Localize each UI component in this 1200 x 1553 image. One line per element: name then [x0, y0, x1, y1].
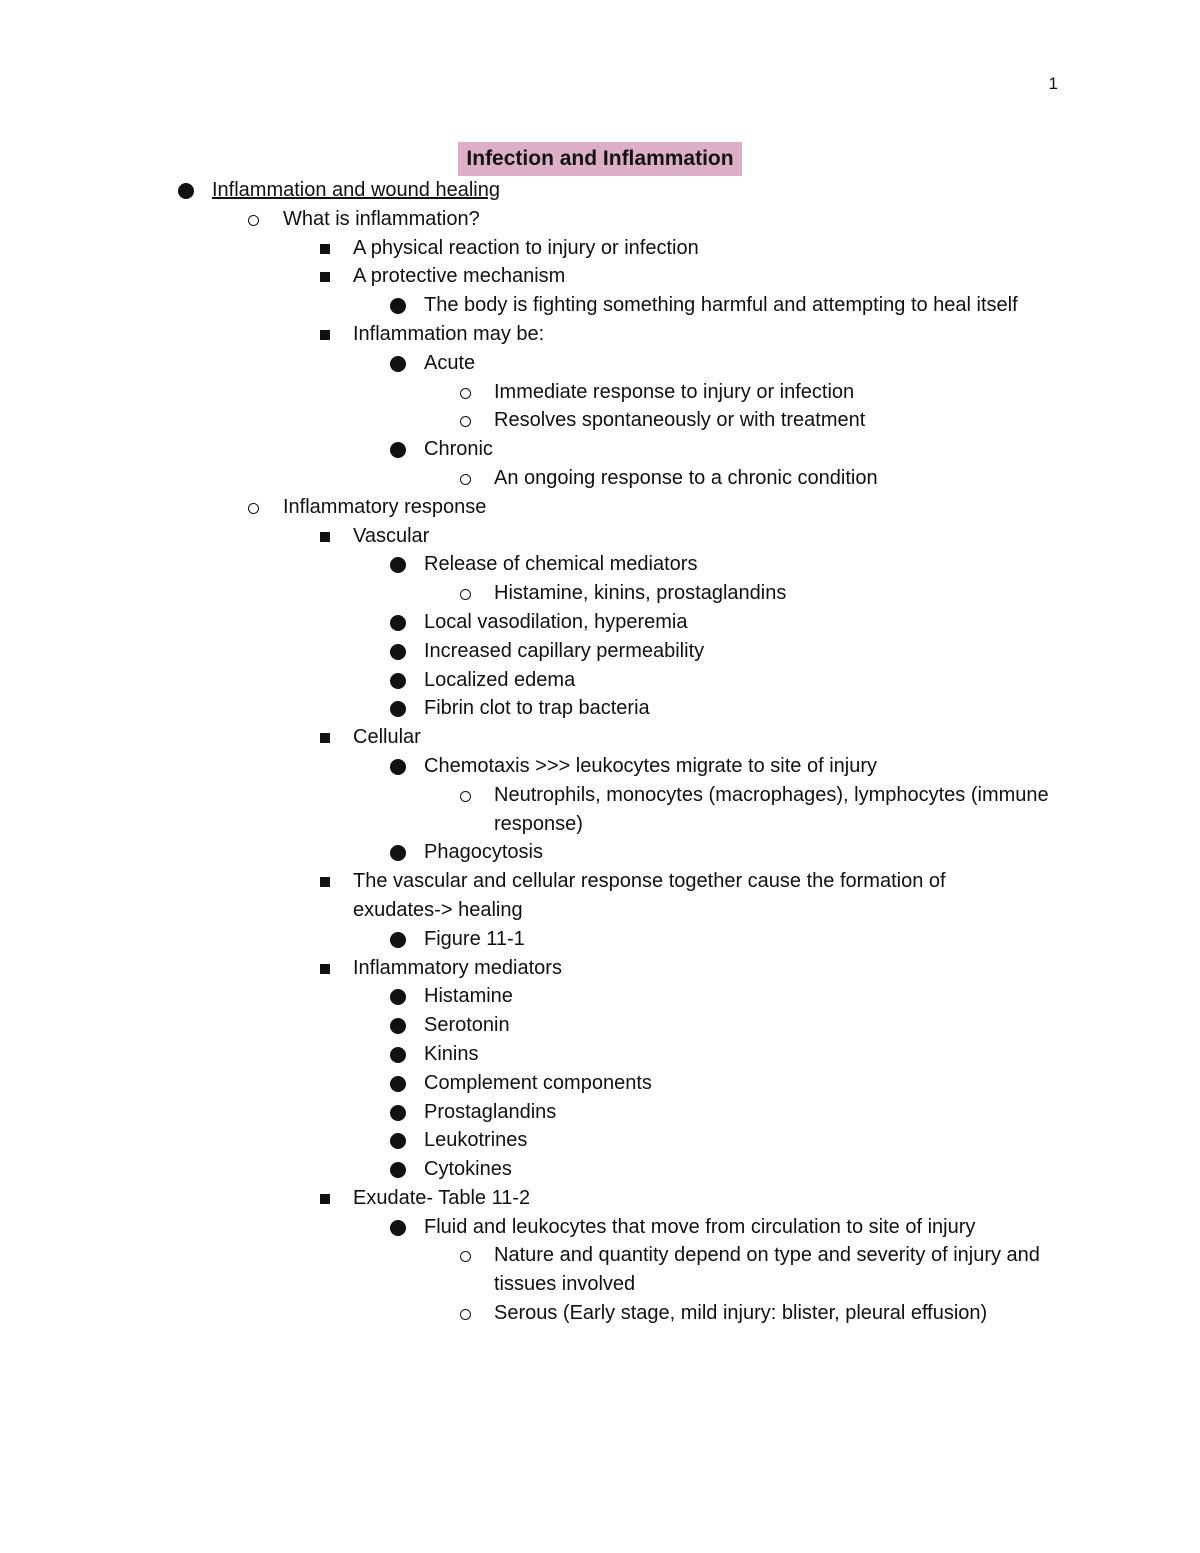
outline-item-text: A protective mechanism — [353, 265, 566, 288]
outline-item-text: Serotonin — [424, 1014, 510, 1037]
outline-item — [0, 291, 1200, 320]
outline-item-text: Acute — [424, 351, 476, 374]
outline-item — [0, 522, 1200, 551]
outline-item-text: Nature and quantity depend on type and severity of injury and tissues involved — [494, 1244, 1046, 1296]
page-number: 1 — [1048, 74, 1058, 93]
outline-item-text: Chronic — [424, 438, 493, 461]
outline-item-text: Complement components — [424, 1071, 652, 1094]
outline-item — [0, 781, 1200, 839]
outline-item — [0, 1184, 1200, 1213]
outline-item — [0, 752, 1200, 781]
outline-item — [0, 867, 1200, 925]
outline-item-text: Inflammation and wound healing — [212, 179, 500, 201]
outline-item — [0, 838, 1200, 867]
outline-item-text: Inflammatory response — [283, 495, 487, 518]
outline-item — [0, 550, 1200, 579]
outline-item — [0, 1299, 1200, 1328]
outline-item-text: The body is fighting something harmful and attempting to heal itself — [424, 294, 1018, 317]
outline-item-text: Fibrin clot to trap bacteria — [424, 697, 650, 720]
outline-item — [0, 205, 1200, 234]
outline-item-text: Cellular — [353, 726, 421, 749]
outline-item — [0, 982, 1200, 1011]
outline-item — [0, 666, 1200, 695]
outline-item — [0, 176, 1200, 205]
outline-item — [0, 406, 1200, 435]
outline-item — [0, 435, 1200, 464]
outline-item — [0, 234, 1200, 263]
outline-item — [0, 464, 1200, 493]
outline-item — [0, 637, 1200, 666]
outline-item-text: Figure 11-1 — [424, 927, 525, 950]
outline-item — [0, 1040, 1200, 1069]
outline-item-text: Leukotrines — [424, 1129, 528, 1152]
outline-item — [0, 1098, 1200, 1127]
outline-item-text: Cytokines — [424, 1158, 512, 1181]
outline-item-text: Inflammation may be: — [353, 322, 545, 345]
outline-item — [0, 1241, 1200, 1299]
document-title: Infection and Inflammation — [458, 142, 741, 176]
outline-item — [0, 320, 1200, 349]
outline-item — [0, 1011, 1200, 1040]
title-container — [0, 142, 1200, 176]
outline-item-text: Neutrophils, monocytes (macrophages), lymphocytes (immune response) — [494, 783, 1055, 835]
outline-item-text: Kinins — [424, 1042, 479, 1065]
outline-item — [0, 349, 1200, 378]
outline-item-text: Fluid and leukocytes that move from circulation to site of injury — [424, 1215, 976, 1238]
outline-item-text: Histamine, kinins, prostaglandins — [494, 582, 787, 605]
outline-item — [0, 723, 1200, 752]
outline-item-text: Localized edema — [424, 668, 576, 691]
outline-item-text: Release of chemical mediators — [424, 553, 698, 576]
outline-item-text: Chemotaxis >>> leukocytes migrate to site of injury — [424, 754, 877, 777]
outline-item-text: Prostaglandins — [424, 1100, 557, 1123]
outline-item-text: Inflammatory mediators — [353, 956, 562, 979]
outline-item — [0, 1155, 1200, 1184]
outline-item — [0, 925, 1200, 954]
outline-item-text: Increased capillary permeability — [424, 639, 705, 662]
outline-item-text: A physical reaction to injury or infection — [353, 236, 699, 259]
outline-item — [0, 954, 1200, 983]
outline-item-text: Serous (Early stage, mild injury: blister, pleural effusion) — [494, 1302, 988, 1325]
outline-item — [0, 579, 1200, 608]
outline-item — [0, 694, 1200, 723]
outline-item-text: Resolves spontaneously or with treatment — [494, 409, 866, 432]
outline-item — [0, 1126, 1200, 1155]
outline-item-text: The vascular and cellular response together cause the formation of exudates-> healing — [353, 870, 952, 921]
outline-item — [0, 262, 1200, 291]
outline-item-text: Exudate- Table 11-2 — [353, 1186, 531, 1209]
outline-item-text: What is inflammation? — [283, 207, 480, 230]
outline-item-text: Immediate response to injury or infection — [494, 380, 855, 403]
outline-item — [0, 493, 1200, 522]
outline-item-text: Vascular — [353, 524, 430, 547]
outline-item — [0, 608, 1200, 637]
outline-item — [0, 378, 1200, 407]
outline-item-text: Phagocytosis — [424, 841, 543, 864]
outline-item-text: Histamine — [424, 985, 513, 1008]
outline-item-text: An ongoing response to a chronic condition — [494, 466, 878, 489]
outline-item-text: Local vasodilation, hyperemia — [424, 610, 688, 633]
outline-list — [0, 176, 1200, 1328]
outline-item — [0, 1069, 1200, 1098]
outline-item — [0, 1213, 1200, 1242]
